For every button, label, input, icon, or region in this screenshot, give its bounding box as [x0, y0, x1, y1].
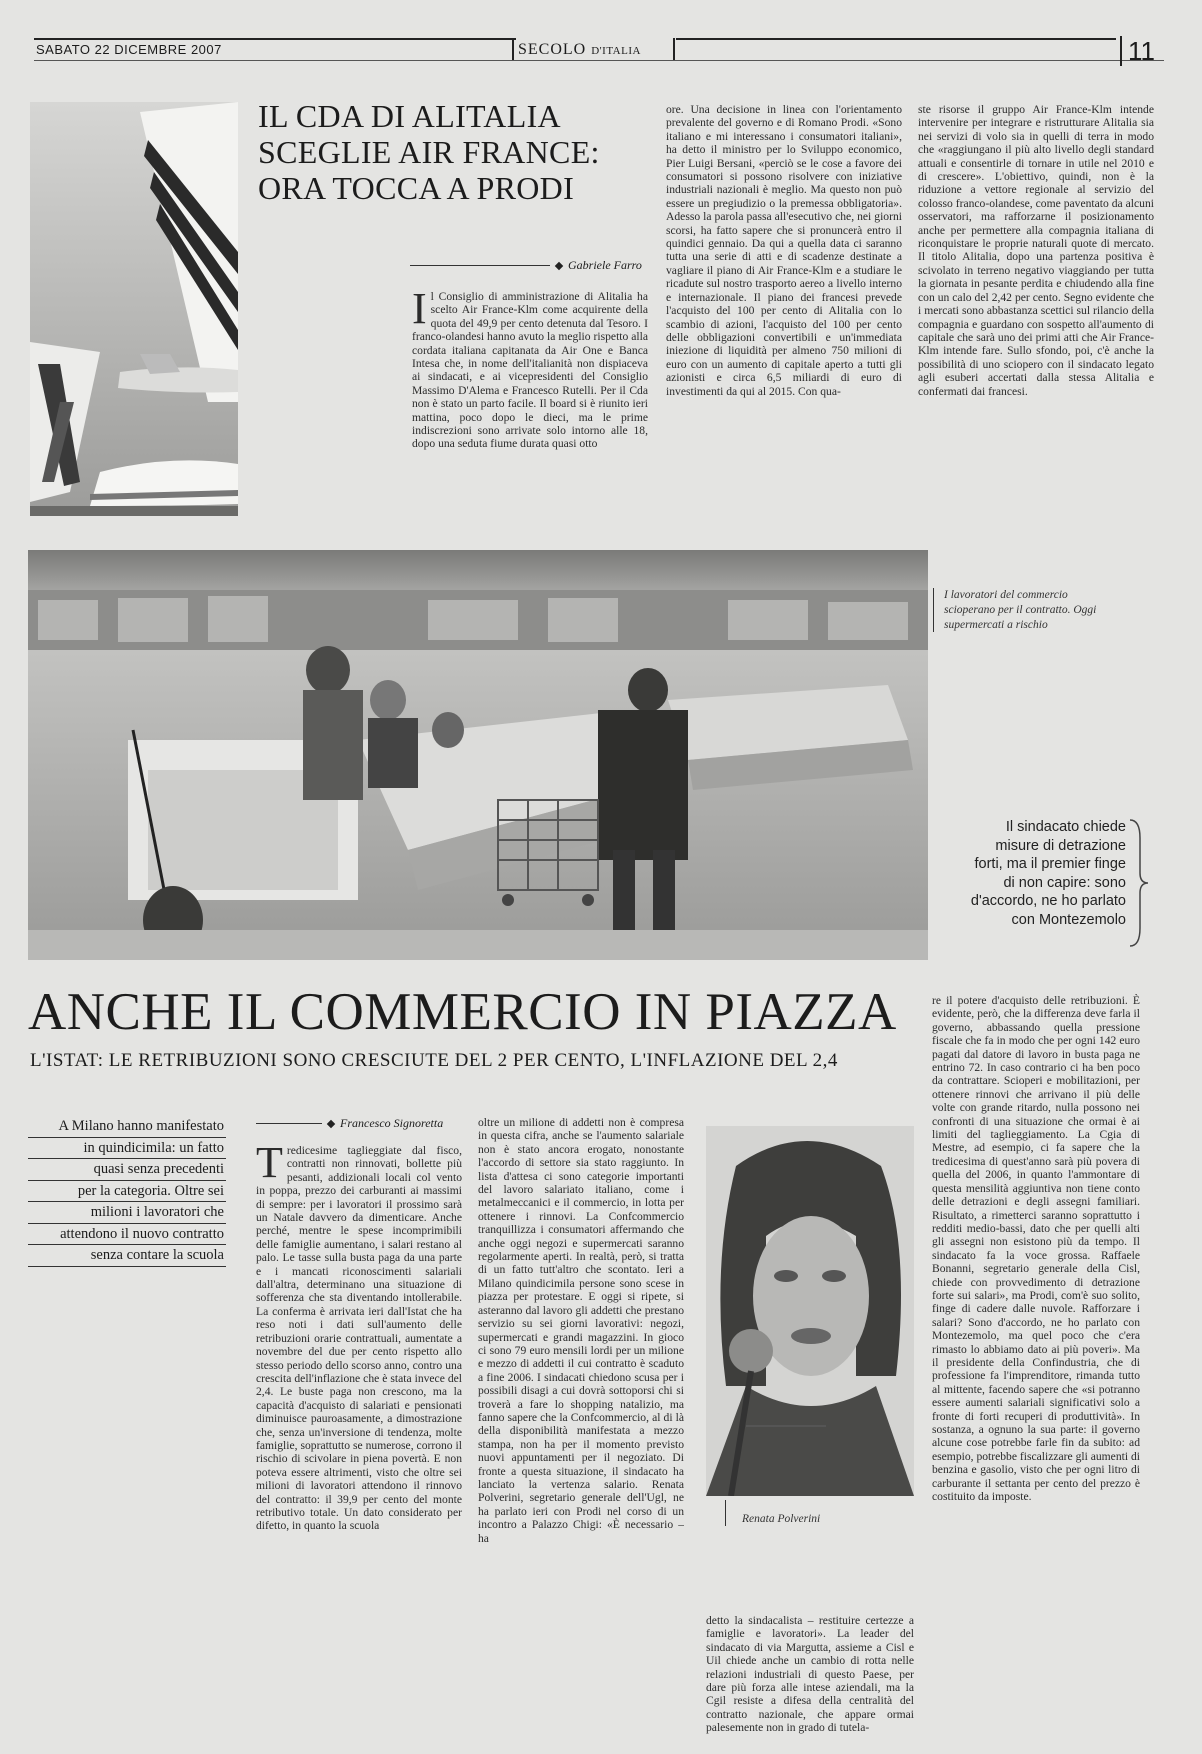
alitalia-byline: [410, 258, 642, 273]
issue-date: SABATO 22 DICEMBRE 2007: [36, 42, 222, 57]
sidebox-line: A Milano hanno manifestato: [28, 1116, 226, 1138]
commercio-text-column-4: re il potere d'acquisto delle retribuzioni. È evidente, però, che la differenza deve farla il governo, abbassando quella pressione fiscale che fa in modo che per ogni 142 euro pagati dal datore di lavoro in busta paga ne entrino 72. In caso contrario ci ha ben poco da contrattare. Scioperi e mobilitazioni, per ottenere rinnovi che arrivano il più delle volte con grande ritardo, nulla possono nei confronti di una situazione che ormai è ai limiti del taglieggiamento. La Cgia di Mestre, ad esempio, ci fa sapere che la tredicesima di quest'anno sarà più povera di quella del 2006, in quanto l'ammontare di questa mensilità aggiuntiva non tiene conto delle detrazioni e degli assegni familiari. Risultato, a rimetterci saranno soprattutto i redditi medio-bassi, dato che per quelli alti gli assegni non esistono più da tempo. Il sindacato fa la voce grossa. Raffaele Bonanni, segretario generale della Cisl, chiede con provvedimento di detrazione forte sui salari», ma Prodi, com'è suo solito, finge di cadere dalle nuvole. Rafforzare i salari? Sono d'accordo, ne ho parlato con Montezemolo, ma quel poco che c'era rimasto lo abbiamo dato ai più poveri». Ma il presidente della Confindustria, che di professione fa l'imprenditore, rimanda tutto al mittente, facendo sapere che «si potranno essere aumenti salariali significativi solo a fronte di forti recuperi di produttività». In sostanza, a ognuno la sua parte: il governo alcune cose potrebbe farle fin da subito: ad esempio, potrebbe fiscalizzare gli aumenti di benzina e gasolio, visto che per ogni litro di carburante il settanta per cento del prezzo è costituito da imposte.: [932, 994, 1140, 1504]
sidebox-line: per la categoria. Oltre sei: [28, 1181, 226, 1203]
sidebox-line: milioni i lavoratori che: [28, 1202, 226, 1224]
portrait-caption: Renata Polverini: [742, 1513, 821, 1525]
commercio-headline: ANCHE IL COMMERCIO IN PIAZZA: [28, 983, 897, 1041]
commercio-sidebox: [28, 1116, 226, 1267]
newspaper-title-main: SECOLO: [518, 41, 587, 58]
supermarket-photo: [28, 550, 928, 960]
page-number: 11: [1120, 36, 1155, 66]
alitalia-headline-line-3: ORA TOCCA A PRODI: [258, 170, 575, 206]
sidebox-line: in quindicimila: un fatto: [28, 1138, 226, 1160]
alitalia-headline-line-1: IL CDA DI ALITALIA: [258, 98, 561, 134]
sidebox-line: attendono il nuovo contratto: [28, 1224, 226, 1246]
commercio-text-column-2: oltre un milione di addetti non è compresa in questa cifra, anche se l'aumento salariale non è stato ancora erogato, nonostante l'accordo di settore sia stato raggiunto. In lista d'attesa ci sono categorie importanti del lavoro salariato italiano, come i metalmeccanici e il commercio, in lotta per ottenere i rinnovi. La Confcommercio tranquillizza i consumatori affermando che anche oggi negozi e supermercati saranno regolarmente aperti. In realtà, però, si tratta di un fatto tutt'altro che scontato. Ieri a Milano quindicimila persone sono scese in piazza per protestare. E oggi si ripete, si asteranno dal lavoro gli addetti che prestano servizio su sei giorni lavorativi: negozi, supermercati e grandi magazzini. In gioco ci sono 79 euro mensili lordi per un milione e mezzo di addetti il cui contratto è scaduto a fine 2006. I sindacati chiedono scusa per i possibili disagi a cui dovrà sottoporsi chi si troverà a fare lo shopping natalizio, ma fanno sapere che la Confcommercio, al di là della disponibilità manifestata a mezzo stampa, non ha per il momento previsto nuovi appuntamenti per il negoziato. Di fronte a questa situazione, il sindacato ha lanciato la vertenza salario. Renata Polverini, segretario generale dell'Ugl, ne ha parlato ieri con Prodi nel corso di un incontro a Palazzo Chigi: «È necessario – ha: [478, 1116, 684, 1545]
commercio-text-column-1: Tredicesime taglieggiate dal fisco, contratti non rinnovati, bollette più pesanti, addizionali locali col vento in poppa, prezzo dei carburanti ai massimi di sempre: per i lavoratori il prossimo sarà un Natale davvero da dimenticare. Anche perché, mentre le spese incomprimibili delle famiglie aumentano, i salari restano al palo. Le tasse sulla busta paga da una parte e i mancati riconoscimenti salariali dall'altra, determinano una situazione di sofferenza che sta diventando intollerabile. La conferma è arrivata ieri dall'Istat che ha reso noti i dati sull'aumento delle retribuzioni orarie contrattuali, aumentate a novembre del due per cento rispetto allo stesso periodo dello scorso anno, contro una crescita dell'inflazione che è stata invece del 2,4. Le buste paga non crescono, ma la capacità d'acquisto di salariati e pensionati diminuisce pauroasamente, a dimostrazione che, senza un'inversione di tendenza, molte famiglie, soprattutto se numerose, corrono il rischio di scivolare in piena povertà. E non poteva essere altrimenti, visto che oltre sei milioni di lavoratori attendono il rinnovo del contratto: il 39,9 per cento del monte retributivo totale. Un dato considerato per difetto, in quanto la scuola: [256, 1144, 462, 1533]
pullquote-line: d'accordo, ne ho parlato: [970, 893, 1126, 909]
pullquote: [918, 818, 1126, 929]
supermarket-photo-caption: I lavoratori del commercio scioperano per il contratto. Oggi supermercati a rischio: [944, 589, 1097, 631]
commercio-text-column-3: detto la sindacalista – restituire certezze a famiglie e lavoratori». La leader del sindacato di via Margutta, assieme a Cisl e Uil chiede anche un cambio di rotta nelle relazioni industriali di questo Paese, per dare più forza alle intese aziendali, ma la Cgil resiste a difesa della centralità del contratto nazionale, che appare ormai palesemente non in grado di tutela-: [706, 1614, 914, 1734]
newspaper-title: [518, 41, 641, 59]
pullquote-line: misure di detrazione: [995, 837, 1126, 854]
alitalia-headline-line-2: SCEGLIE AIR FRANCE:: [258, 134, 600, 170]
alitalia-byline-author: Gabriele Farro: [568, 258, 642, 272]
alitalia-text-column-3: ste risorse il gruppo Air France-Klm intende intervenire per integrare e ristrutturare Alitalia sia nei servizi di volo sia in quelli di terra in modo che «raggiungano il più alto livello degli standard attuali e consentirle di tornare in utile nel 2010 e di crescere». L'obiettivo, quindi, non è la riduzione a vettore regionale al servizio del colosso franco-olandese, come paventato da alcuni osservatori, ma rafforzarne il posizionamento anche per permettere alla compagnia italiana di riconquistare le proprie naturali quote di mercato. Il titolo Alitalia, dopo una partenza positiva è scivolato in terreno negativo viaggiando per tutta la giornata in pesante perdita e chiudendo alla fine con un calo del 2,42 per cento. Segno evidente che i mercati sono abbastanza scettici sul rilancio della compagnia e guardano con sospetto all'aumento di capitale che sarà uno dei primi atti che Air France-Klm intende fare. Sullo sfondo, poi, c'è anche la possibilità di uno sciopero con il sindacato legato agli esuberi accertati dalla stessa Alitalia e confermati dai francesi.: [918, 103, 1154, 398]
alitalia-headline: [258, 98, 638, 206]
renata-polverini-photo: [706, 1126, 914, 1496]
alitalia-airplanes-photo: [30, 102, 238, 516]
pullquote-line: con Montezemolo: [1011, 911, 1126, 928]
sidebox-line: senza contare la scuola: [28, 1245, 226, 1267]
alitalia-text-column-2: ore. Una decisione in linea con l'orientamento prevalente del governo e di Romano Prodi. «Sono italiano e mi interessano i consumatori italiani», ha detto il ministro per lo Sviluppo economico, Pier Luigi Bersani, «perciò se le cose a favore dei consumatori si possono risolvere con iniziative industriali nazionali è meglio. Ma questo non può essere un pregiudizio o la premessa obbligatoria». Adesso la parola passa all'esecutivo che, nei giorni scorsi, ha fatto sapere che si pronuncerà entro il quindici gennaio. Da qui a quella data ci saranno tutta una serie di atti e di scadenze destinate a vagliare il piano di Air France-Klm e a studiare le ricadute sul nostro trasporto aereo a livello interno e internazionale. Il piano dei francesi prevede l'acquisto del 100 per cento di Alitalia con lo scambio di azioni, l'acquisto del 100 per cento delle obbligazioni convertibili e un'immediata iniezione di liquidità per almeno 750 milioni di euro con un aumento di capitale aperto a tutti gli azionisti e circa 6,5 miliardi di euro di investimenti da qui al 2015. Con qua-: [666, 103, 902, 398]
commercio-subheadline: L'ISTAT: LE RETRIBUZIONI SONO CRESCIUTE DEL 2 PER CENTO, L'INFLAZIONE DEL 2,4: [30, 1050, 838, 1071]
alitalia-text-column-1: Il Consiglio di amministrazione di Alitalia ha scelto Air France-Klm come acquirente della quota del 49,9 per cento detenuta dal Tesoro. I franco-olandesi hanno avuto la meglio rispetto alla cordata italiana capitanata da Air One e Banca Intesa che, in nome dell'italianità non dispiaceva ai sindacati, e ai vicepresidenti del Consiglio Massimo D'Alema e Francesco Rutelli. Per il Cda non è stato un parto facile. Il board si è riunito ieri mattina, poco dopo le dieci, ma le prime indiscrezioni sono arrivate solo intorno alle 18, dopo una seduta fiume durata quasi otto: [412, 290, 648, 451]
sidebox-line: quasi senza precedenti: [28, 1159, 226, 1181]
commercio-byline-author: Francesco Signoretta: [340, 1116, 444, 1130]
pullquote-line: di non capire: sono: [1003, 874, 1126, 891]
pullquote-line: forti, ma il premier finge: [974, 856, 1126, 872]
pullquote-brace-icon: [1128, 818, 1150, 948]
pullquote-line: Il sindacato chiede: [1005, 819, 1126, 835]
newspaper-title-small: D'ITALIA: [591, 45, 641, 57]
commercio-byline: [256, 1116, 443, 1131]
